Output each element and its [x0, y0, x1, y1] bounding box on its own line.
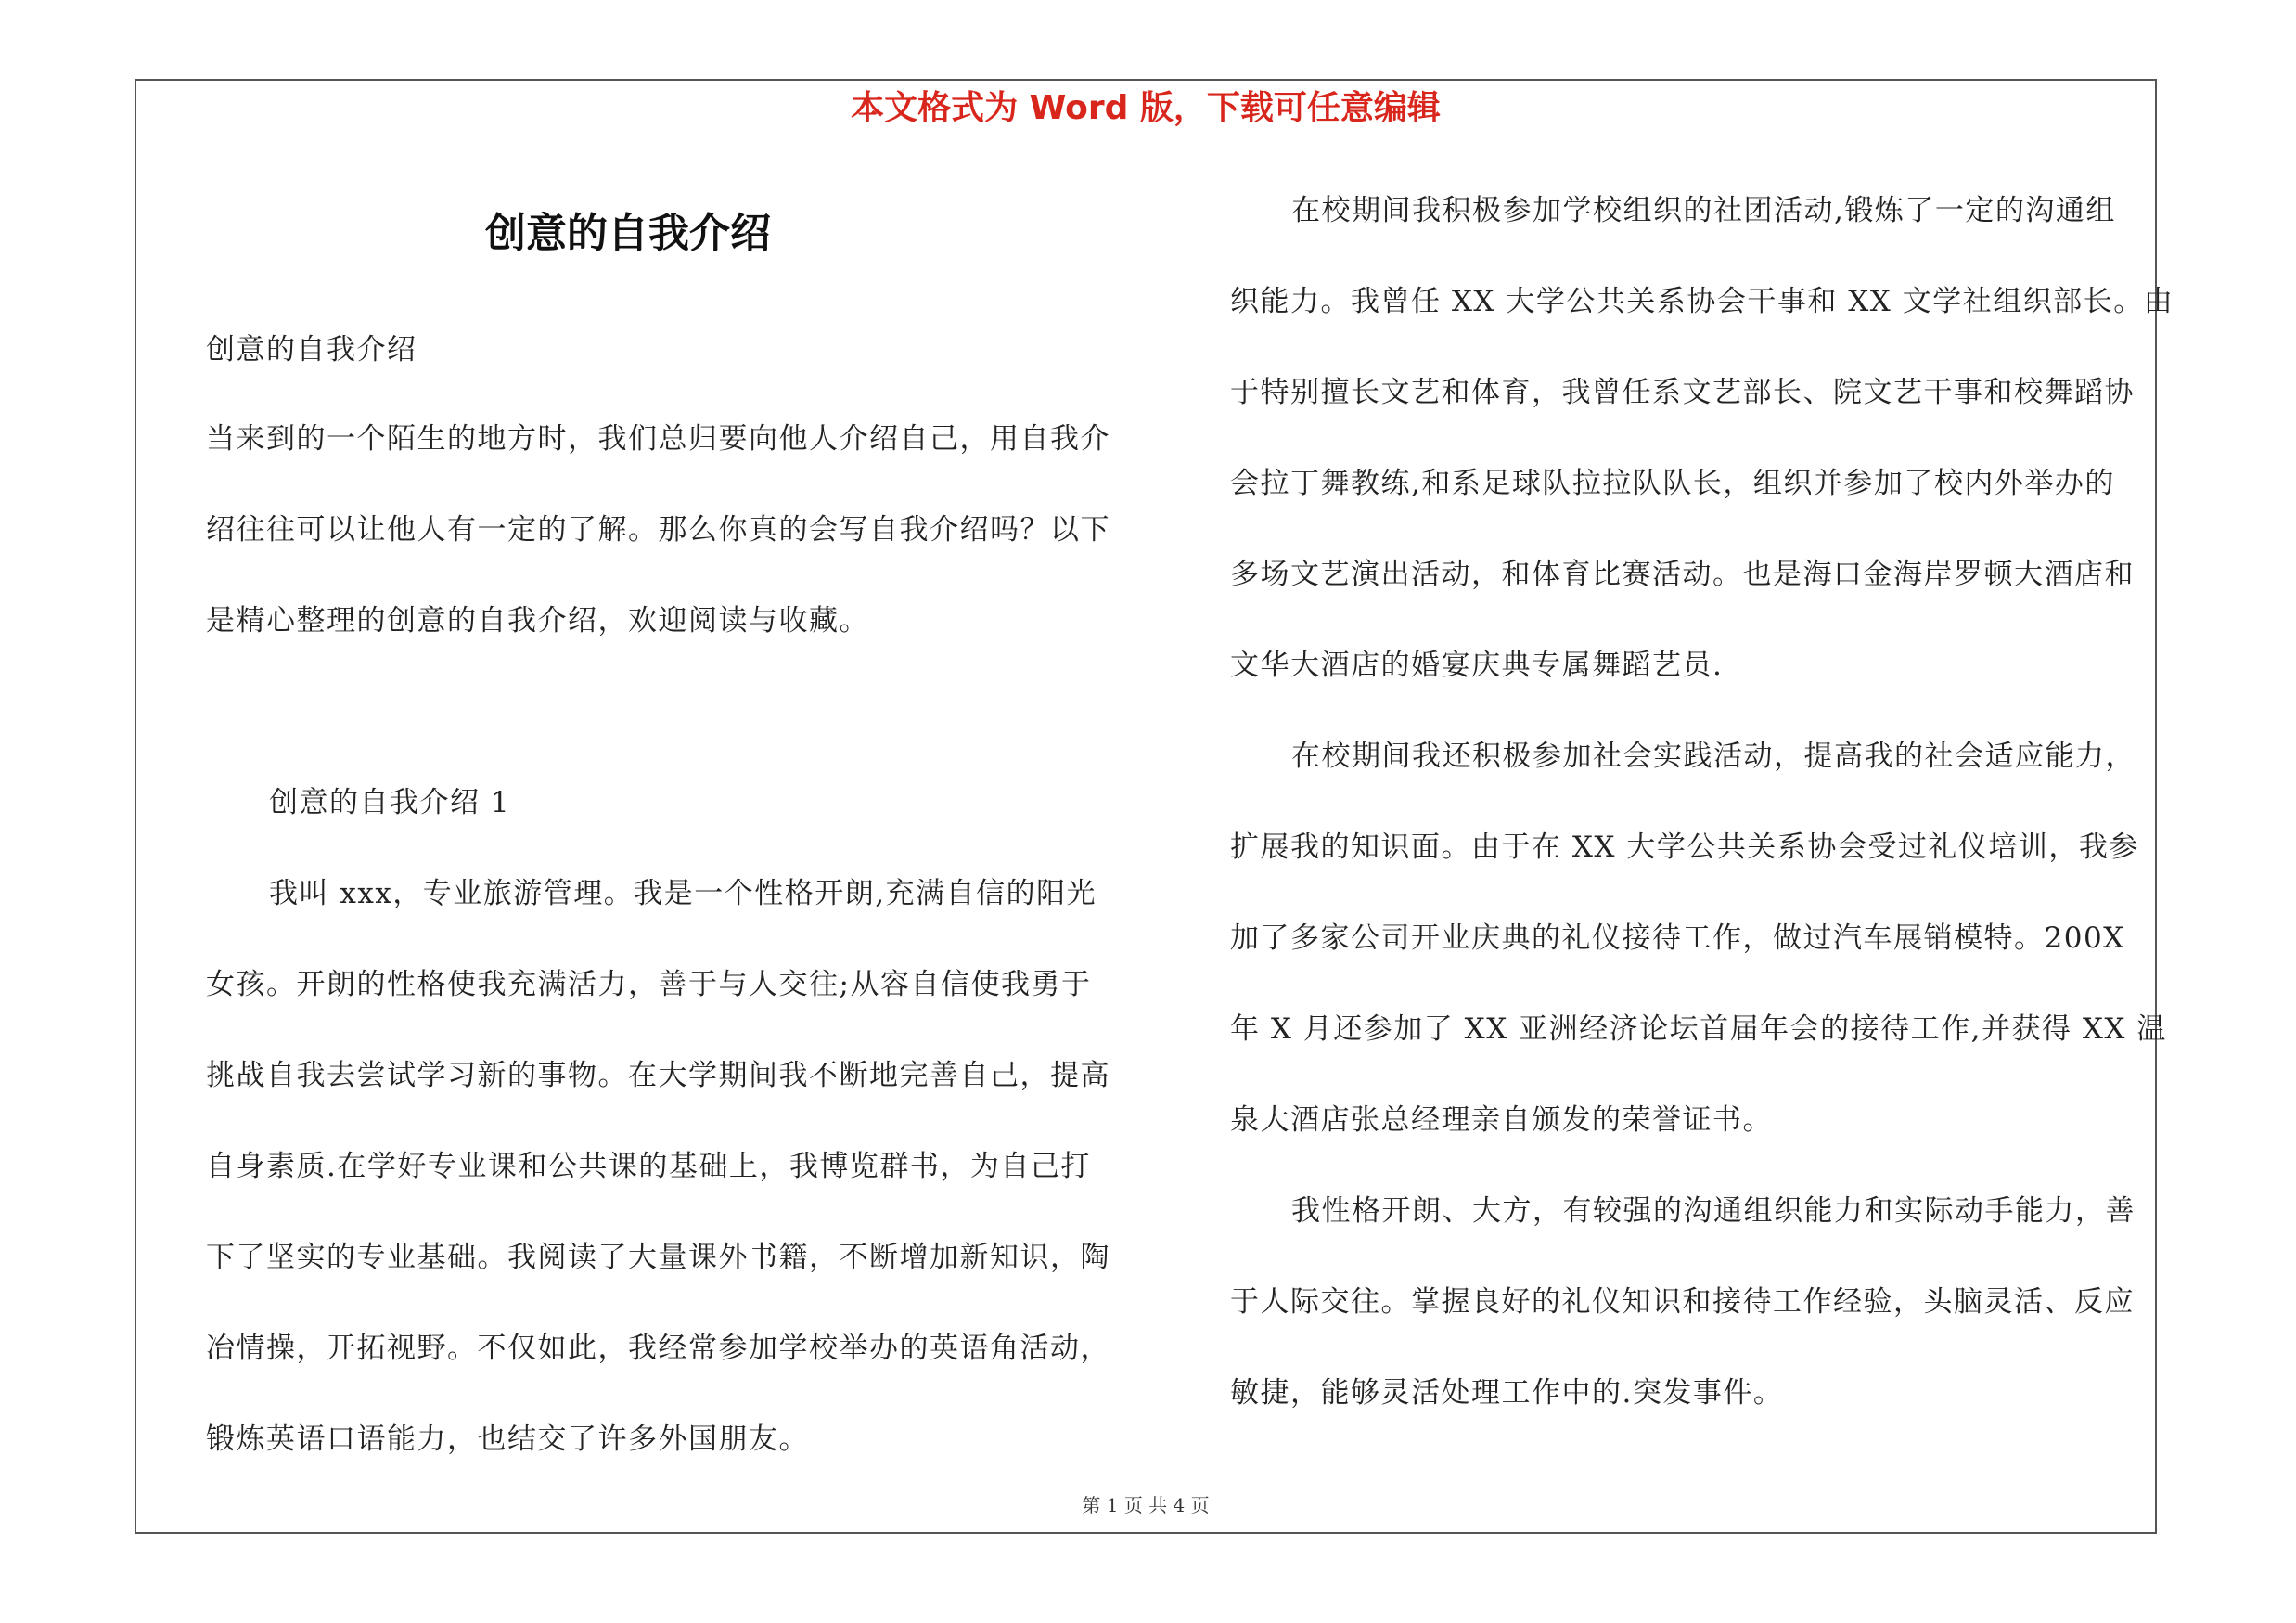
- right-line-3: 于特别擅长文艺和体育，我曾任系文艺部长、院文艺干事和校舞蹈协: [1230, 376, 2135, 409]
- left-line-intro-2: 绍往往可以让他人有一定的了解。那么你真的会写自我介绍吗？以下: [206, 513, 1110, 547]
- left-line-body-3: 挑战自我去尝试学习新的事物。在大学期间我不断地完善自己，提高: [206, 1059, 1110, 1092]
- right-line-14: 敏捷，能够灵活处理工作中的.突发事件。: [1230, 1376, 1784, 1410]
- left-line-intro-3: 是精心整理的创意的自我介绍，欢迎阅读与收藏。: [206, 604, 869, 638]
- left-line-intro-1: 当来到的一个陌生的地方时，我们总归要向他人介绍自己，用自我介: [206, 422, 1110, 456]
- right-line-7: 在校期间我还积极参加社会实践活动，提高我的社会适应能力，: [1291, 740, 2136, 773]
- left-line-body-2: 女孩。开朗的性格使我充满活力，善于与人交往;从容自信使我勇于: [206, 968, 1092, 1001]
- document-title: 创意的自我介绍: [485, 210, 771, 257]
- right-line-2: 织能力。我曾任 XX 大学公共关系协会干事和 XX 文学社组织部长。由: [1230, 285, 2174, 318]
- left-line-body-5: 下了坚实的专业基础。我阅读了大量课外书籍，不断增加新知识，陶: [206, 1241, 1110, 1274]
- left-line-section-heading: 创意的自我介绍 1: [269, 786, 511, 819]
- right-line-1: 在校期间我积极参加学校组织的社团活动,锻炼了一定的沟通组: [1291, 194, 2116, 227]
- format-banner: 本文格式为 Word 版，下载可任意编辑: [851, 89, 1441, 127]
- right-line-5: 多场文艺演出活动，和体育比赛活动。也是海口金海岸罗顿大酒店和: [1230, 558, 2135, 591]
- left-line-subtitle: 创意的自我介绍: [206, 333, 417, 367]
- right-line-6: 文华大酒店的婚宴庆典专属舞蹈艺员.: [1230, 649, 1724, 682]
- right-line-10: 年 X 月还参加了 XX 亚洲经济论坛首届年会的接待工作,并获得 XX 温: [1230, 1012, 2167, 1046]
- left-line-body-1: 我叫 xxx，专业旅游管理。我是一个性格开朗,充满自信的阳光: [269, 877, 1097, 910]
- right-line-8: 扩展我的知识面。由于在 XX 大学公共关系协会受过礼仪培训，我参: [1230, 831, 2139, 864]
- left-line-body-4: 自身素质.在学好专业课和公共课的基础上，我博览群书，为自己打: [206, 1150, 1091, 1183]
- right-line-11: 泉大酒店张总经理亲自颁发的荣誉证书。: [1230, 1103, 1773, 1137]
- left-line-body-6: 冶情操，开拓视野。不仅如此，我经常参加学校举办的英语角活动，: [206, 1332, 1110, 1365]
- right-line-4: 会拉丁舞教练,和系足球队拉拉队队长，组织并参加了校内外举办的: [1230, 467, 2115, 500]
- left-line-body-7: 锻炼英语口语能力，也结交了许多外国朋友。: [206, 1423, 809, 1456]
- right-line-12: 我性格开朗、大方，有较强的沟通组织能力和实际动手能力，善: [1291, 1194, 2136, 1228]
- right-line-9: 加了多家公司开业庆典的礼仪接待工作，做过汽车展销模特。200X: [1230, 921, 2125, 955]
- right-line-13: 于人际交往。掌握良好的礼仪知识和接待工作经验，头脑灵活、反应: [1230, 1285, 2135, 1319]
- page-number: 第 1 页 共 4 页: [1082, 1494, 1210, 1516]
